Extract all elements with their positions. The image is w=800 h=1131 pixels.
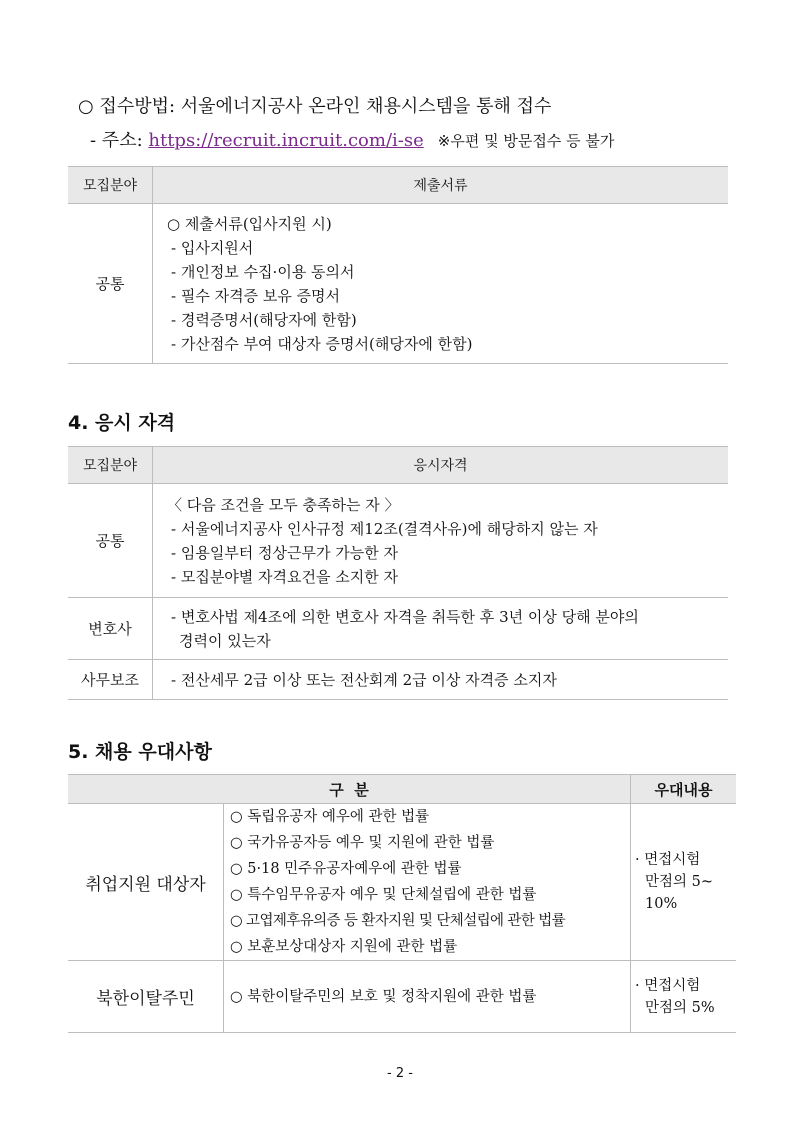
table-row	[68, 598, 728, 660]
row-benefit	[631, 804, 737, 961]
row-category: 취업지원 대상자	[68, 804, 224, 961]
recruit-link[interactable]: https://recruit.incruit.com/i-se	[148, 130, 424, 151]
row-laws	[224, 804, 631, 961]
application-method: ○ 접수방법: 서울에너지공사 온라인 채용시스템을 통해 접수	[78, 96, 552, 117]
address-note: ※우편 및 방문접수 등 불가	[437, 132, 615, 150]
list-item: ○ 독립유공자 예우에 관한 법률	[230, 809, 430, 825]
row-qualification	[153, 598, 729, 660]
list-item: - 변호사법 제4조에 의한 변호사 자격을 취득한 후 3년 이상 당해 분야의	[171, 607, 639, 626]
page-number: - 2 -	[387, 1066, 413, 1081]
table-row	[68, 961, 736, 1033]
qualification-table	[68, 446, 728, 700]
table-row	[68, 804, 736, 961]
table-header	[68, 447, 728, 484]
row-benefit	[631, 961, 737, 1033]
header-qualification: 응시자격	[153, 447, 729, 484]
header-benefit: 우대내용	[631, 775, 737, 804]
list-item: ○ 고엽제후유의증 등 환자지원 및 단체설립에 관한 법률	[230, 913, 566, 929]
row-field: 공통	[68, 484, 153, 598]
benefit-line: · 면접시험	[635, 977, 701, 994]
row-field: 공통	[68, 204, 153, 364]
list-item: ○ 제출서류(입사지원 시)	[167, 214, 332, 233]
list-item: ○ 특수임무유공자 예우 및 단체설립에 관한 법률	[230, 887, 537, 903]
section-5-title: 5. 채용 우대사항	[68, 741, 212, 763]
list-item: 〈 다음 조건을 모두 충족하는 자 〉	[167, 495, 400, 514]
list-item: - 필수 자격증 보유 증명서	[171, 286, 341, 305]
address-label: - 주소:	[90, 130, 149, 151]
list-item: - 임용일부터 정상근무가 가능한 자	[171, 543, 399, 562]
preference-table	[68, 774, 736, 1033]
list-item: - 개인정보 수집·이용 동의서	[171, 262, 355, 281]
list-item: 경력이 있는자	[179, 631, 271, 650]
benefit-line: 만점의 5%	[645, 999, 715, 1016]
benefit-line: 만점의 5~	[645, 874, 714, 890]
header-documents: 제출서류	[153, 167, 729, 204]
header-category: 구 분	[68, 775, 631, 804]
list-item: - 전산세무 2급 이상 또는 전산회계 2급 이상 자격증 소지자	[171, 670, 557, 689]
header-field: 모집분야	[68, 167, 153, 204]
list-item: ○ 보훈보상대상자 지원에 관한 법률	[230, 939, 458, 955]
list-item: ○ 북한이탈주민의 보호 및 정착지원에 관한 법률	[230, 988, 537, 1005]
row-field: 사무보조	[68, 660, 153, 700]
row-category: 북한이탈주민	[68, 961, 224, 1033]
row-laws	[224, 961, 631, 1033]
list-item: ○ 국가유공자등 예우 및 지원에 관한 법률	[230, 835, 495, 851]
table-row	[68, 660, 728, 700]
section-4-title: 4. 응시 자격	[68, 412, 176, 434]
list-item: - 모집분야별 자격요건을 소지한 자	[171, 567, 399, 586]
benefit-line: 10%	[645, 896, 678, 912]
row-documents	[153, 204, 729, 364]
table-header	[68, 167, 728, 204]
table-row	[68, 484, 728, 598]
application-address	[90, 126, 614, 152]
row-qualification	[153, 484, 729, 598]
header-field: 모집분야	[68, 447, 153, 484]
row-qualification	[153, 660, 729, 700]
table-row	[68, 204, 728, 364]
list-item: - 경력증명서(해당자에 한함)	[171, 310, 357, 329]
list-item: - 입사지원서	[171, 238, 254, 257]
row-field: 변호사	[68, 598, 153, 660]
list-item: ○ 5·18 민주유공자예우에 관한 법률	[230, 861, 462, 877]
documents-table	[68, 166, 728, 364]
table-header	[68, 775, 736, 804]
list-item: - 서울에너지공사 인사규정 제12조(결격사유)에 해당하지 않는 자	[171, 519, 598, 538]
benefit-line: · 면접시험	[635, 852, 701, 868]
list-item: - 가산점수 부여 대상자 증명서(해당자에 한함)	[171, 334, 473, 353]
